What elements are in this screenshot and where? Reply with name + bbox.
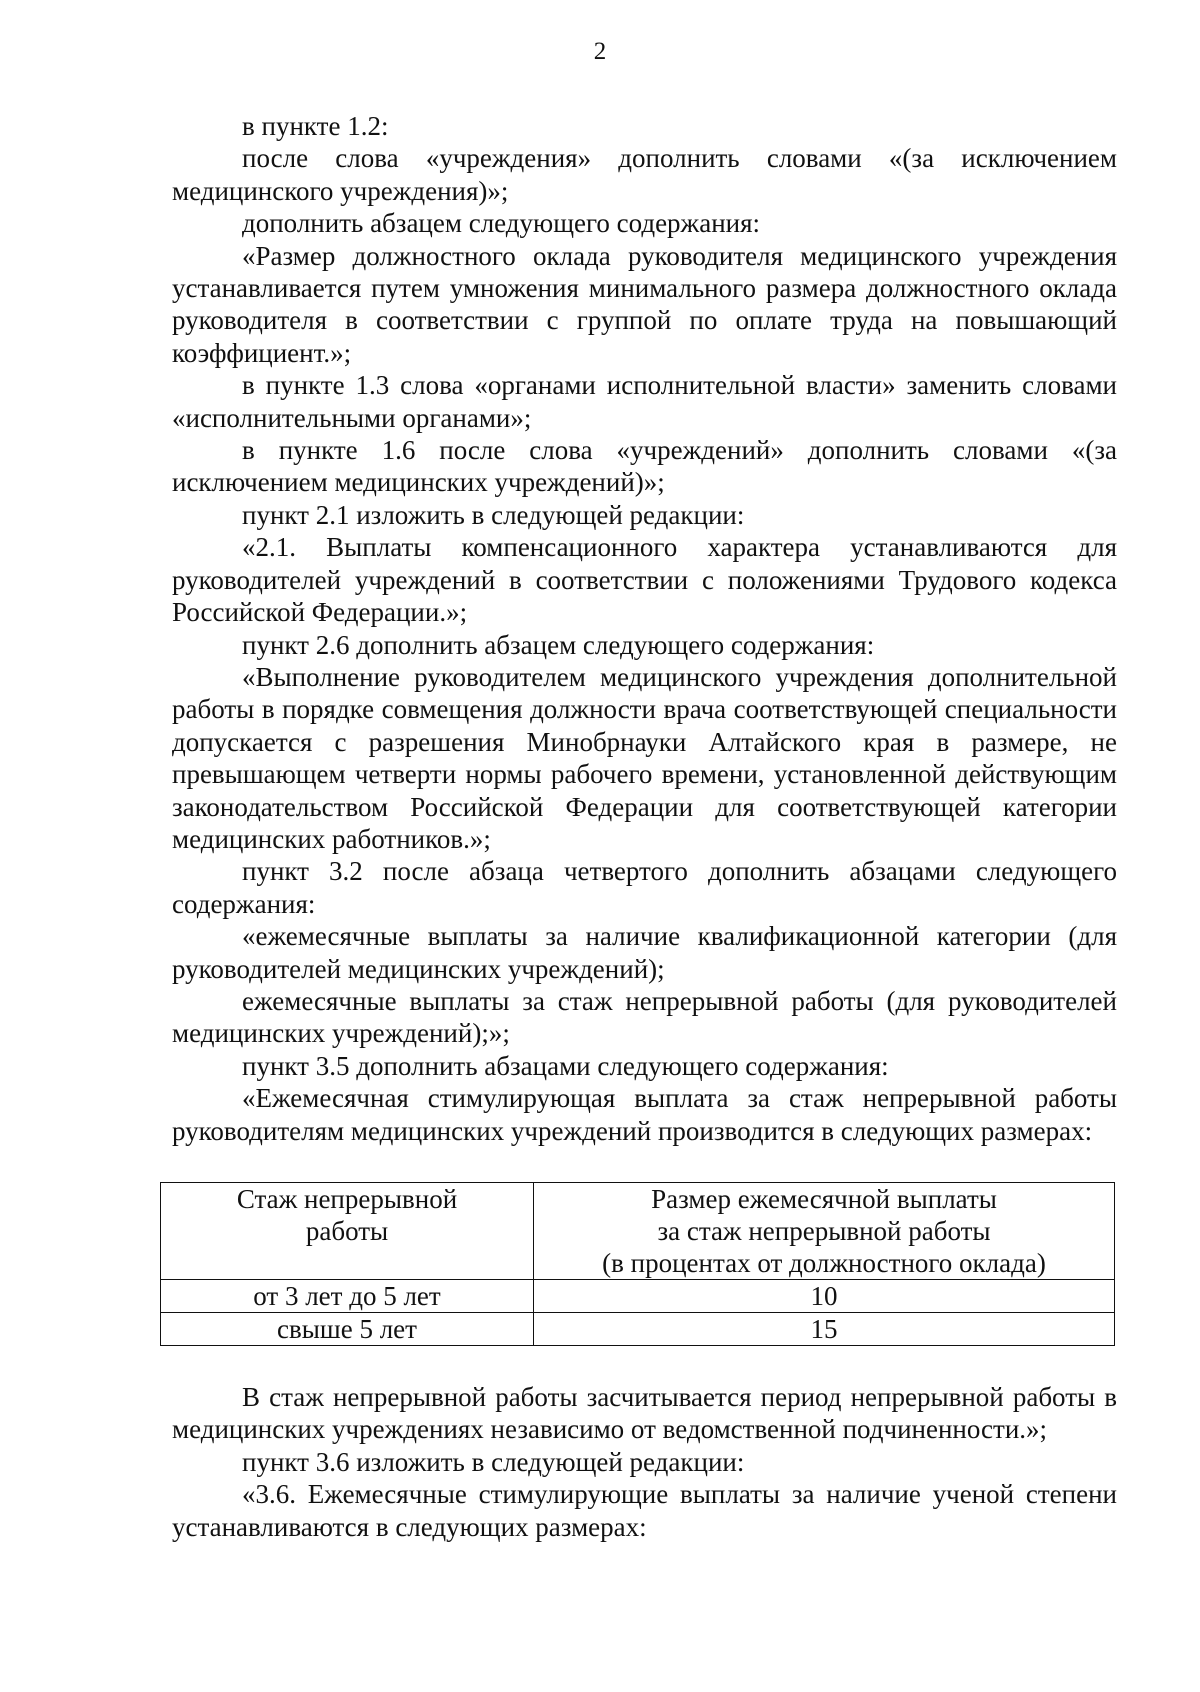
paragraph: «Выполнение руководителем медицинского учреждения дополнительной работы в порядке совмещения должности врача соответствующей специальности допускается с разрешения Минобрнауки Алтайского края в размере, не превышающем четверти нормы рабочего времени, установленной действующим законодательством Российской Федерации для соответствующей категории медицинских работников.»;: [172, 661, 1117, 854]
seniority-payment-table-wrap: [160, 1182, 1115, 1346]
document-body: [172, 110, 1117, 1543]
paragraph: «Ежемесячная стимулирующая выплата за стаж непрерывной работы руководителям медицинских учреждений производится в следующих размерах:: [172, 1083, 1117, 1146]
paragraph: пункт 2.6 дополнить абзацем следующего содержания:: [242, 629, 875, 660]
paragraph: «2.1. Выплаты компенсационного характера устанавливаются для руководителей учреждений в соответствии с положениями Трудового кодекса Российской Федерации.»;: [172, 532, 1117, 628]
header-text-line: (в процентах от должностного оклада): [602, 1248, 1046, 1278]
table-cell-value: 10: [534, 1280, 1115, 1313]
paragraph: после слова «учреждения» дополнить словами «(за исключением медицинского учреждения)»;: [172, 143, 1117, 206]
seniority-payment-table: [160, 1182, 1115, 1346]
table-header-period: [161, 1183, 534, 1280]
paragraph: пункт 3.5 дополнить абзацами следующего содержания:: [242, 1050, 889, 1081]
paragraph: ежемесячные выплаты за стаж непрерывной работы (для руководителей медицинских учреждений);»;: [172, 985, 1117, 1049]
page-number: 2: [593, 38, 607, 65]
paragraph: «Размер должностного оклада руководителя медицинского учреждения устанавливается путем умножения минимального размера должностного оклада руководителя в соответствии с группой по оплате труда на повышающий коэффициент.»;: [172, 240, 1117, 368]
header-text-line: работы: [305, 1216, 389, 1246]
table-header-payment: [534, 1183, 1115, 1280]
paragraph: пункт 2.1 изложить в следующей редакции:: [242, 499, 745, 530]
table-row: [161, 1313, 1115, 1346]
table-cell-period: от 3 лет до 5 лет: [161, 1280, 534, 1313]
paragraph: дополнить абзацем следующего содержания:: [242, 208, 761, 239]
table-row: [161, 1280, 1115, 1313]
paragraph: В стаж непрерывной работы засчитывается период непрерывной работы в медицинских учреждениях независимо от ведомственной подчиненности.»;: [172, 1382, 1117, 1445]
header-text-line: за стаж непрерывной работы: [657, 1216, 991, 1246]
table-cell-period: свыше 5 лет: [161, 1313, 534, 1346]
paragraph: в пункте 1.3 слова «органами исполнительной власти» заменить словами «исполнительными органами»;: [172, 370, 1117, 433]
paragraph: в пункте 1.6 после слова «учреждений» дополнить словами «(за исключением медицинских учреждений)»;: [172, 435, 1117, 498]
table-header-row: [161, 1183, 1115, 1280]
paragraph: «ежемесячные выплаты за наличие квалификационной категории (для руководителей медицинских учреждений);: [172, 921, 1117, 984]
paragraph: пункт 3.2 после абзаца четвертого дополнить абзацами следующего содержания:: [172, 856, 1117, 919]
paragraph: в пункте 1.2:: [242, 111, 389, 141]
header-text-line: Размер ежемесячной выплаты: [651, 1184, 997, 1214]
paragraphs-after-table: [172, 1381, 1117, 1543]
paragraph: пункт 3.6 изложить в следующей редакции:: [242, 1446, 745, 1477]
paragraph: «3.6. Ежемесячные стимулирующие выплаты за наличие ученой степени устанавливаются в следующих размерах:: [172, 1479, 1117, 1542]
table-cell-value: 15: [534, 1313, 1115, 1346]
header-text-line: Стаж непрерывной: [236, 1184, 458, 1214]
